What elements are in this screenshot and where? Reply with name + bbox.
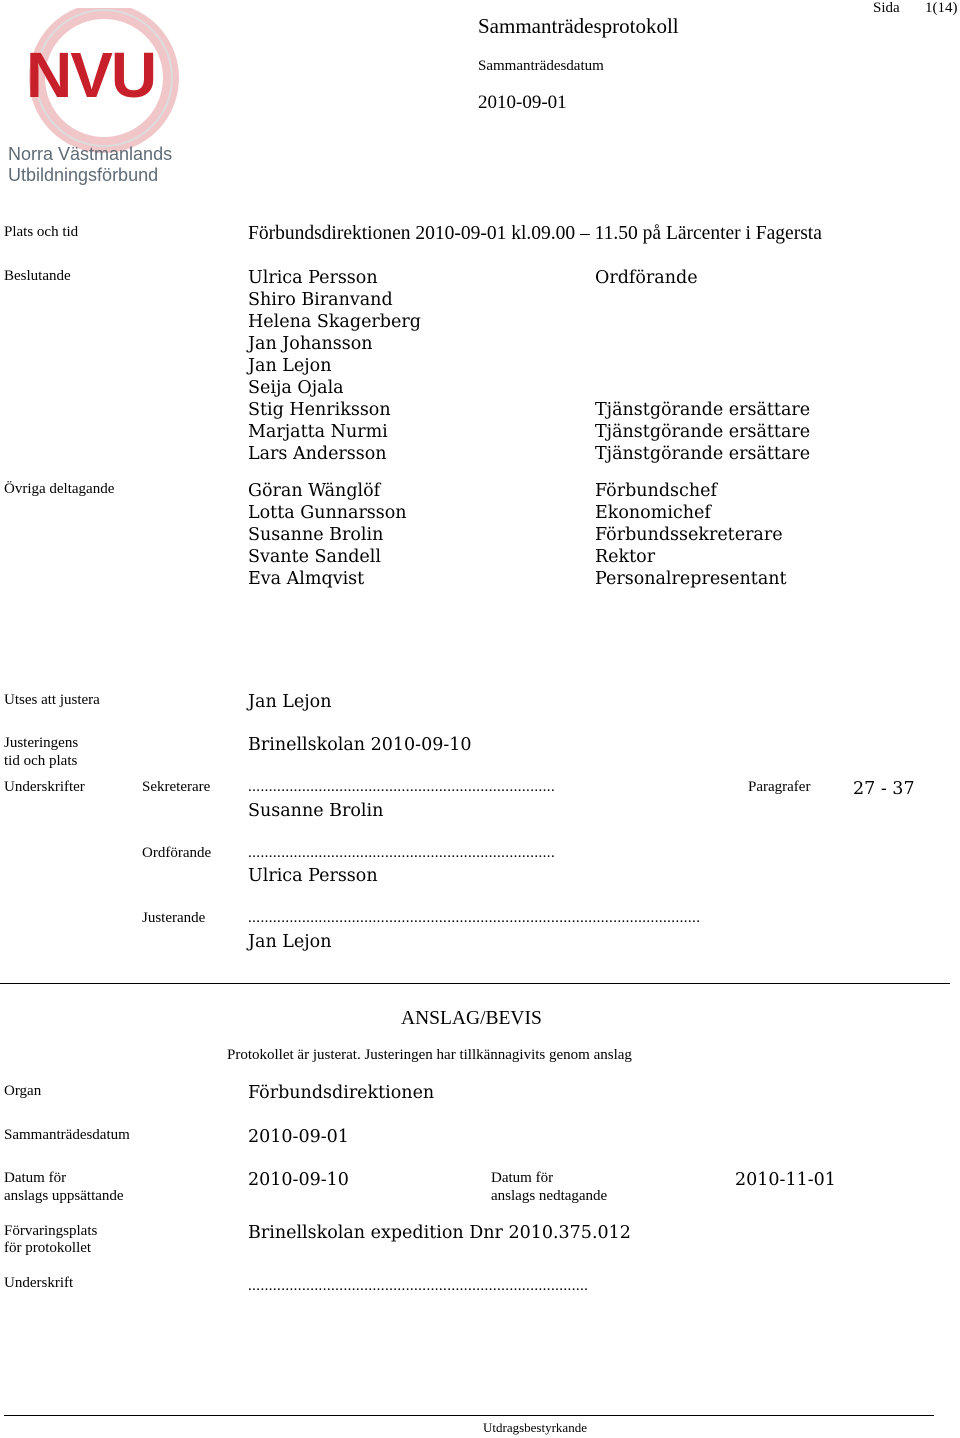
other-role: Personalrepresentant bbox=[595, 569, 787, 589]
deciding-name: Stig Henriksson bbox=[248, 400, 391, 420]
storage-value: Brinellskolan expedition Dnr 2010.375.012 bbox=[248, 1223, 631, 1243]
signatures-label: Underskrifter bbox=[4, 779, 85, 795]
document-title: Sammanträdesprotokoll bbox=[478, 14, 679, 38]
footer-text: Utdragsbestyrkande bbox=[483, 1420, 587, 1435]
notice-heading: ANSLAG/BEVIS bbox=[401, 1008, 542, 1029]
other-role: Rektor bbox=[595, 547, 656, 567]
deciding-name: Jan Lejon bbox=[248, 356, 332, 376]
storage-label-2: för protokollet bbox=[4, 1240, 92, 1256]
organ-label: Organ bbox=[4, 1083, 42, 1099]
removed-label-1: Datum för bbox=[491, 1170, 554, 1186]
deciding-name: Jan Johansson bbox=[248, 334, 373, 354]
chair-signature-line: .......................................................................... bbox=[248, 845, 556, 861]
other-name: Susanne Brolin bbox=[248, 525, 384, 545]
others-roles bbox=[595, 480, 787, 590]
nvu-logo bbox=[4, 8, 200, 194]
deciding-name: Shiro Biranvand bbox=[248, 290, 393, 310]
paragraphs-value: 27 - 37 bbox=[853, 779, 915, 799]
deciding-role bbox=[595, 333, 810, 355]
deciding-name: Ulrica Persson bbox=[248, 268, 378, 288]
chair-label: Ordförande bbox=[142, 845, 212, 861]
posted-label-2: anslags uppsättande bbox=[4, 1188, 124, 1204]
logo-org-line1: Norra Västmanlands bbox=[8, 144, 173, 164]
deciding-name: Seija Ojala bbox=[248, 378, 344, 398]
place-value: Förbundsdirektionen 2010-09-01 kl.09.00 – 11.50 på Lärcenter i Fagersta bbox=[248, 223, 822, 244]
adjuster-signature-line: ............................................................................................................. bbox=[248, 910, 701, 926]
secretary-label: Sekreterare bbox=[142, 779, 211, 795]
deciding-role bbox=[595, 311, 810, 333]
deciding-name: Helena Skagerberg bbox=[248, 312, 421, 332]
removed-value: 2010-11-01 bbox=[735, 1170, 836, 1190]
page-number: 1(14) bbox=[925, 0, 958, 16]
secretary-name: Susanne Brolin bbox=[248, 801, 384, 821]
secretary-signature-line: .......................................................................... bbox=[248, 779, 556, 795]
deciding-name: Marjatta Nurmi bbox=[248, 422, 388, 442]
appointed-label: Utses att justera bbox=[4, 692, 100, 708]
section-divider bbox=[0, 983, 950, 984]
deciding-names bbox=[248, 267, 421, 465]
notice-date-label: Sammanträdesdatum bbox=[4, 1127, 130, 1143]
logo-wordmark: NVU bbox=[26, 39, 156, 111]
logo-org-line2: Utbildningsförbund bbox=[8, 165, 159, 185]
deciding-role: Tjänstgörande ersättare bbox=[595, 400, 811, 420]
deciding-label: Beslutande bbox=[4, 268, 71, 284]
header-date-label: Sammanträdesdatum bbox=[478, 58, 604, 74]
adjust-when-value: Brinellskolan 2010-09-10 bbox=[248, 735, 472, 755]
organ-value: Förbundsdirektionen bbox=[248, 1083, 435, 1103]
other-name: Eva Almqvist bbox=[248, 569, 365, 589]
removed-label-2: anslags nedtagande bbox=[491, 1188, 608, 1204]
header-date: 2010-09-01 bbox=[478, 92, 567, 113]
posted-value: 2010-09-10 bbox=[248, 1170, 349, 1190]
paragraphs-label: Paragrafer bbox=[748, 779, 811, 795]
notice-intro: Protokollet är justerat. Justeringen har tillkännagivits genom anslag bbox=[227, 1047, 632, 1063]
storage-label-1: Förvaringsplats bbox=[4, 1223, 98, 1239]
deciding-roles bbox=[595, 267, 810, 465]
other-name: Svante Sandell bbox=[248, 547, 381, 567]
others-names bbox=[248, 480, 407, 590]
appointed-value: Jan Lejon bbox=[248, 692, 332, 712]
deciding-name: Lars Andersson bbox=[248, 444, 387, 464]
other-role: Förbundssekreterare bbox=[595, 525, 783, 545]
adjuster-label: Justerande bbox=[142, 910, 206, 926]
place-label: Plats och tid bbox=[4, 224, 79, 240]
deciding-role: Ordförande bbox=[595, 268, 698, 288]
other-role: Förbundschef bbox=[595, 481, 717, 501]
other-role: Ekonomichef bbox=[595, 503, 711, 523]
adjust-when-label-2: tid och plats bbox=[4, 753, 78, 769]
footer-rule bbox=[4, 1415, 934, 1416]
other-name: Lotta Gunnarsson bbox=[248, 503, 407, 523]
deciding-role bbox=[595, 289, 810, 311]
chair-name: Ulrica Persson bbox=[248, 866, 378, 886]
deciding-role bbox=[595, 355, 810, 377]
posted-label-1: Datum för bbox=[4, 1170, 67, 1186]
other-name: Göran Wänglöf bbox=[248, 481, 381, 501]
deciding-role bbox=[595, 377, 810, 399]
adjuster-name: Jan Lejon bbox=[248, 932, 332, 952]
deciding-role: Tjänstgörande ersättare bbox=[595, 422, 811, 442]
others-label: Övriga deltagande bbox=[4, 481, 115, 497]
page-label: Sida bbox=[873, 0, 900, 16]
adjust-when-label-1: Justeringens bbox=[4, 735, 79, 751]
notice-date-value: 2010-09-01 bbox=[248, 1127, 349, 1147]
signature-line: .................................................................................. bbox=[248, 1278, 589, 1294]
deciding-role: Tjänstgörande ersättare bbox=[595, 444, 811, 464]
signature-label: Underskrift bbox=[4, 1275, 74, 1291]
